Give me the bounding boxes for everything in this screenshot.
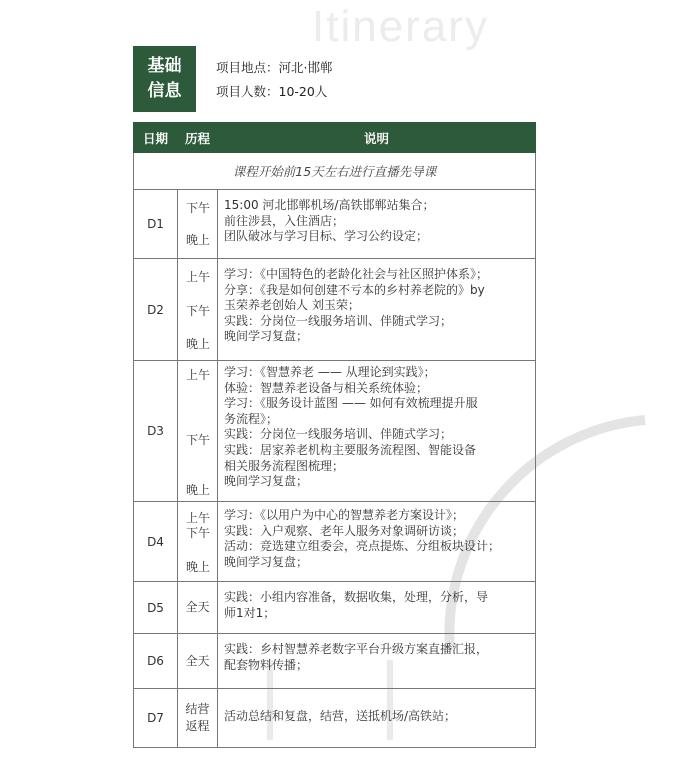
period-label: 上午: [185, 511, 210, 525]
period-label: 全天: [185, 653, 210, 668]
day-cell: D5: [134, 582, 178, 634]
description-line: 实践：居家养老机构主要服务流程图、智能设备: [224, 442, 477, 457]
description-line: 配套物料传播；: [224, 657, 309, 672]
description-cell: [218, 689, 536, 748]
description-line: 师1对1；: [224, 605, 276, 620]
description-line: 晚间学习复盘；: [224, 329, 309, 344]
description-line: 玉荣养老创始人 刘玉荣；: [224, 298, 360, 313]
table-header-row: [134, 123, 536, 153]
period-label: 返程: [185, 719, 210, 733]
description-line: 相关服务流程图梳理；: [224, 458, 345, 473]
description-line: 实践：入户观察、老年人服务对象调研访谈；: [224, 523, 465, 538]
period-label: 结营: [185, 702, 210, 716]
description-line: 实践：乡村智慧养老数字平台升级方案直播汇报，: [224, 642, 489, 656]
day-cell: D6: [134, 634, 178, 689]
header-date: 日期: [134, 123, 178, 153]
description-cell: [218, 190, 536, 259]
period-label: 上午: [185, 368, 210, 382]
period-cell: [178, 634, 218, 689]
period-label: 晚上: [185, 560, 210, 574]
period-cell: [178, 361, 218, 502]
description-line: 活动：竞选建立组委会，亮点提炼、分组板块设计；: [224, 539, 501, 554]
description-line: 学习：《中国特色的老龄化社会与社区照护体系》；: [224, 267, 489, 281]
description-line: 务流程》；: [224, 411, 279, 426]
basic-info-badge: [133, 46, 196, 112]
itinerary-table: [133, 122, 536, 748]
description-line: 实践：分岗位一线服务培训、伴随式学习；: [224, 313, 453, 328]
period-cell: [178, 190, 218, 259]
day-cell: D1: [134, 190, 178, 259]
description-line: 学习：《智慧养老 —— 从理论到实践》；: [224, 365, 436, 379]
table-row: [134, 634, 536, 689]
pre-course-row: [134, 153, 536, 190]
table-row: [134, 689, 536, 748]
header-description: 说明: [218, 123, 536, 153]
description-line: 团队破冰与学习目标、学习公约设定；: [224, 229, 429, 244]
description-cell: [218, 502, 536, 582]
project-location-value: 河北·邯郸: [278, 60, 333, 75]
table-row: [134, 361, 536, 502]
period-label: 晚上: [185, 337, 210, 351]
project-headcount-value: 10-20人: [278, 84, 328, 99]
period-label: 晚上: [185, 233, 210, 247]
period-label: 下午: [185, 526, 210, 540]
description-line: 晚间学习复盘；: [224, 554, 309, 569]
table-row: [134, 190, 536, 259]
period-cell: [178, 259, 218, 361]
description-cell: [218, 259, 536, 361]
project-headcount: [216, 80, 333, 104]
period-label: 上午: [185, 270, 210, 284]
description-line: 前往涉县，入住酒店；: [224, 213, 345, 228]
day-cell: D7: [134, 689, 178, 748]
period-label: 下午: [185, 433, 210, 447]
pre-course-note: 课程开始前15天左右进行直播先导课: [134, 153, 536, 190]
header-schedule: 历程: [178, 123, 218, 153]
description-cell: [218, 582, 536, 634]
description-line: 学习：《以用户为中心的智慧养老方案设计》；: [224, 508, 465, 522]
day-cell: D4: [134, 502, 178, 582]
period-cell: [178, 689, 218, 748]
period-label: 全天: [185, 600, 210, 614]
basic-info-badge-line1: 基础: [147, 56, 182, 76]
watermark-text: Itinerary: [312, 2, 489, 51]
description-line: 15:00 河北邯郸机场/高铁邯郸站集合；: [224, 198, 435, 212]
period-label: 下午: [185, 201, 210, 215]
period-label: 下午: [185, 304, 210, 318]
description-cell: [218, 634, 536, 689]
description-line: 体验：智慧养老设备与相关系统体验；: [224, 380, 429, 395]
project-headcount-label: 项目人数：: [216, 84, 279, 99]
period-cell: [178, 582, 218, 634]
description-line: 实践：分岗位一线服务培训、伴随式学习；: [224, 427, 453, 442]
description-line: 分享：《我是如何创建不亏本的乡村养老院的》by: [224, 282, 485, 297]
description-cell: [218, 361, 536, 502]
period-cell: [178, 502, 218, 582]
day-cell: D2: [134, 259, 178, 361]
table-row: [134, 502, 536, 582]
basic-info-badge-line2: 信息: [147, 81, 182, 101]
description-line: 实践：小组内容准备，数据收集，处理，分析，导: [224, 590, 489, 604]
description-line: 晚间学习复盘；: [224, 474, 309, 489]
project-location-label: 项目地点：: [216, 60, 279, 75]
description-line: 学习：《服务设计蓝图 —— 如何有效梳理提升服: [224, 396, 478, 411]
project-location: [216, 56, 333, 80]
table-row: [134, 582, 536, 634]
table-row: [134, 259, 536, 361]
day-cell: D3: [134, 361, 178, 502]
description-line: 活动总结和复盘，结营，送抵机场/高铁站；: [224, 709, 457, 724]
basic-info-details: [216, 56, 333, 104]
period-label: 晚上: [185, 483, 210, 497]
